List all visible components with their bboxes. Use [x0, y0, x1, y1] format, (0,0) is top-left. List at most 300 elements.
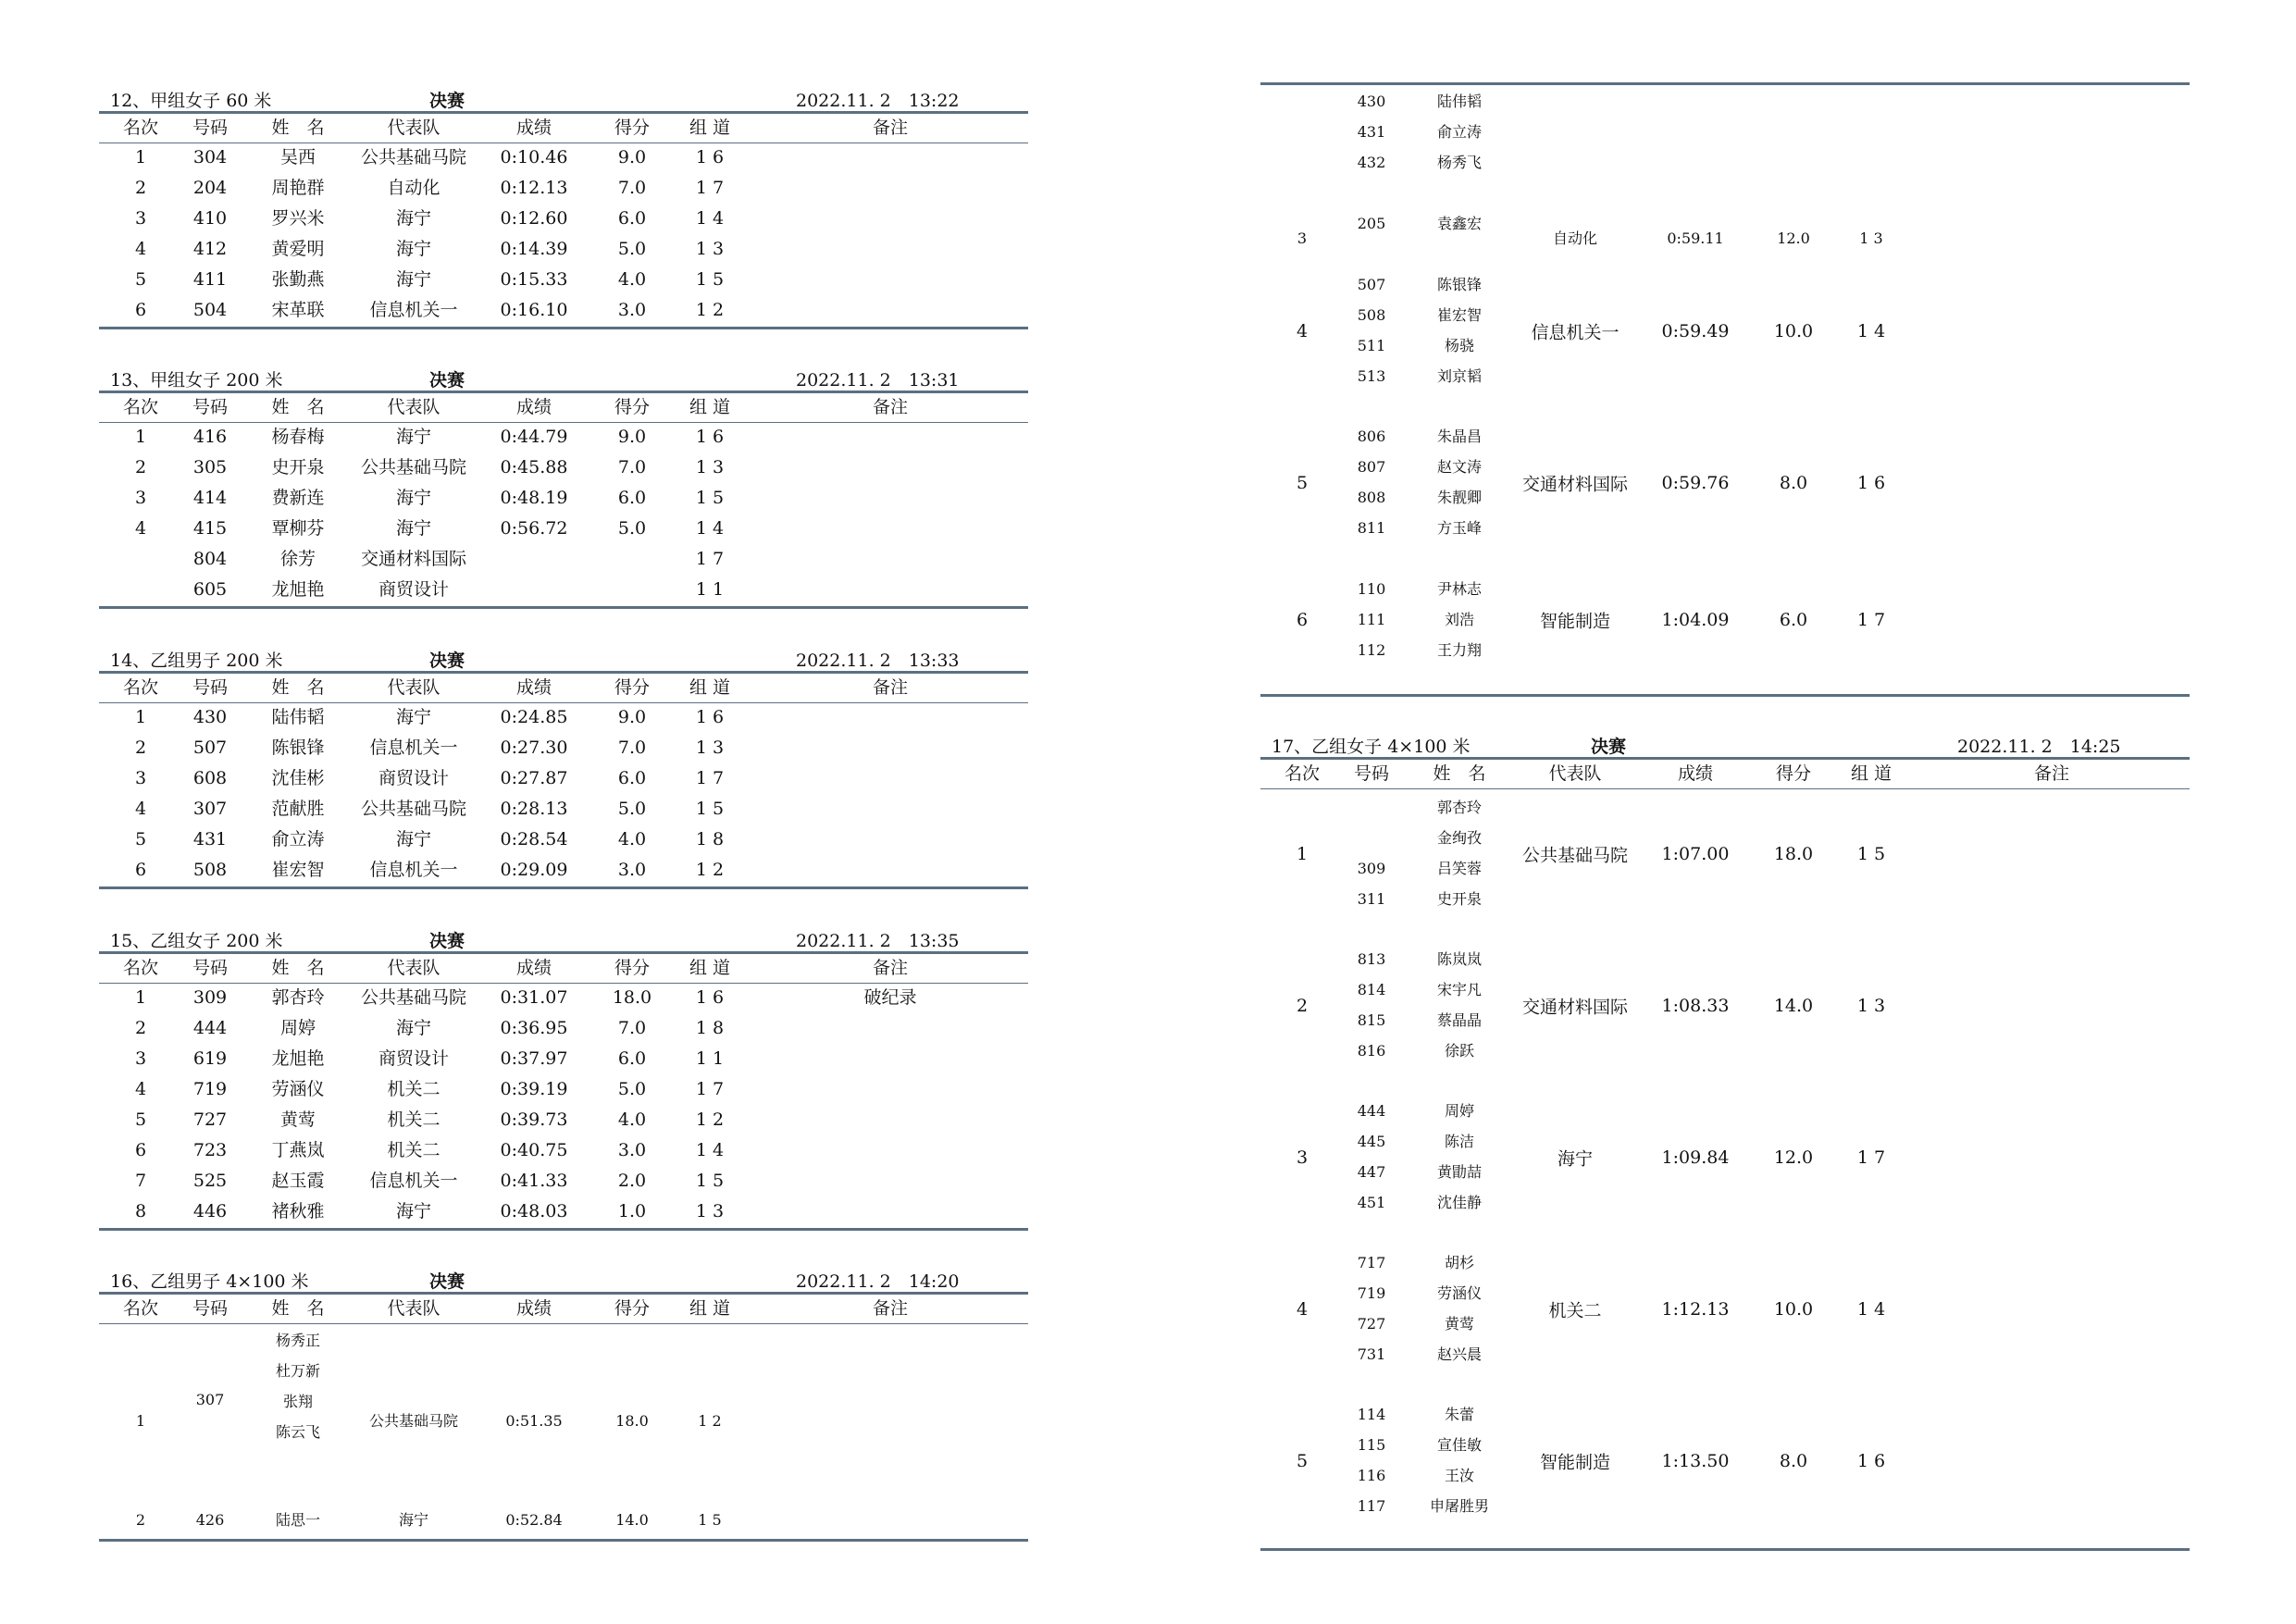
athlete-name: 龙旭艳: [271, 579, 325, 600]
bib-number: 114: [1357, 1406, 1386, 1423]
bib-number: 411: [192, 269, 228, 290]
section-datetime: 2022.11. 2 13:31: [796, 370, 960, 391]
bib-number: 116: [1357, 1467, 1386, 1484]
table-row: [99, 514, 1028, 545]
athlete-name: 劳涵仪: [271, 1079, 325, 1099]
points: 9.0: [617, 427, 647, 447]
bib-number: 511: [1357, 337, 1386, 354]
bib-number: 811: [1357, 519, 1386, 537]
athlete-name: 陆伟韬: [271, 707, 325, 727]
rank: 5: [1296, 472, 1309, 493]
rank: 1: [135, 1411, 146, 1430]
athlete-name: 宋宇凡: [1436, 981, 1483, 998]
rank: 6: [134, 860, 147, 880]
athlete-name: 崔宏智: [1436, 306, 1483, 324]
table-row: [99, 703, 1028, 734]
points: 12.0: [1773, 1147, 1814, 1168]
table-row: [99, 235, 1028, 266]
bib-number: 204: [192, 178, 228, 198]
bib-number: 719: [1357, 1284, 1386, 1302]
rank: 2: [134, 178, 147, 198]
athlete-name: 刘京韬: [1436, 367, 1483, 385]
result-section: [99, 925, 1028, 1231]
group-lane: 1 8: [695, 829, 725, 849]
rank: 5: [134, 269, 147, 290]
group-lane: 1 3: [1859, 229, 1883, 247]
points: 7.0: [617, 738, 647, 758]
result: 1:12.13: [1661, 1298, 1730, 1320]
group-lane: 1 5: [1856, 843, 1886, 864]
team: 交通材料国际: [1521, 997, 1629, 1017]
bib-number: 816: [1357, 1042, 1386, 1060]
bib-number: 416: [192, 427, 228, 447]
group-lane: 1 3: [695, 1201, 725, 1221]
result: 0:59.76: [1661, 472, 1730, 493]
bib-number: 415: [192, 518, 228, 539]
rank: 6: [134, 1140, 147, 1160]
group-lane: 1 6: [695, 147, 725, 167]
athlete-name: 杨秀正: [275, 1332, 321, 1349]
table-row: [99, 856, 1028, 886]
points: 7.0: [617, 457, 647, 477]
bib-number: 508: [1357, 306, 1386, 324]
athlete-name: 郭杏玲: [271, 987, 325, 1008]
team: 海宁: [395, 829, 432, 849]
points: 3.0: [617, 1140, 647, 1160]
column-header-points: 得分: [614, 958, 651, 978]
relay-team: [1260, 1097, 2190, 1219]
bib-number: 719: [192, 1079, 228, 1099]
rank: 4: [134, 518, 147, 539]
athlete-name: 周婷: [1444, 1102, 1475, 1120]
rank: 4: [134, 239, 147, 259]
result: 0:31.07: [500, 987, 568, 1008]
rank: 2: [135, 1511, 146, 1529]
team: 商贸设计: [378, 768, 450, 788]
table-row: [99, 576, 1028, 606]
section-bottom-rule: [99, 606, 1028, 609]
athlete-name: 罗兴米: [271, 208, 325, 229]
athlete-name: 周艳群: [271, 178, 325, 198]
athlete-name: 黄爱明: [271, 239, 325, 259]
result: 0:52.84: [505, 1511, 563, 1529]
column-header-team: 代表队: [387, 397, 441, 417]
team: 信息机关一: [369, 300, 458, 320]
bib-number: 307: [192, 799, 228, 819]
rank: 3: [1297, 229, 1308, 247]
bib-number: 414: [192, 488, 228, 508]
group-lane: 1 2: [695, 300, 725, 320]
points: 4.0: [617, 269, 647, 290]
team: 机关二: [387, 1140, 441, 1160]
column-header-number: 号码: [192, 677, 229, 698]
table-row: [99, 266, 1028, 296]
group-lane: 1 4: [695, 1140, 725, 1160]
column-header-row: [1260, 757, 2190, 789]
result: 0:12.60: [500, 208, 568, 229]
team: 交通材料国际: [360, 549, 467, 569]
column-header-row: [99, 1292, 1028, 1324]
relay-team: [1260, 793, 2190, 915]
column-header-result: 成绩: [515, 1298, 552, 1319]
column-header-rank: 名次: [122, 677, 159, 698]
rank: 1: [1296, 843, 1309, 864]
team: 交通材料国际: [1521, 474, 1629, 494]
result: 0:37.97: [500, 1048, 568, 1069]
points: 18.0: [612, 987, 652, 1008]
section-header: [99, 645, 1028, 671]
column-header-team: 代表队: [387, 677, 441, 698]
relay-body: [99, 1324, 1028, 1539]
points: 6.0: [617, 1048, 647, 1069]
group-lane: 1 3: [695, 457, 725, 477]
column-header-points: 得分: [1775, 763, 1812, 784]
bib-number: 309: [192, 987, 228, 1008]
rank: 6: [1296, 610, 1309, 630]
bib-number: 410: [192, 208, 228, 229]
table-row: [99, 143, 1028, 174]
bib-number: 814: [1357, 981, 1386, 998]
group-lane: 1 7: [695, 1079, 725, 1099]
athlete-name: 杨秀飞: [1436, 154, 1483, 171]
result: 0:39.19: [500, 1079, 568, 1099]
points: 6.0: [617, 768, 647, 788]
athlete-name: 宋革联: [271, 300, 325, 320]
column-header-result: 成绩: [515, 397, 552, 417]
table-row: [99, 984, 1028, 1014]
group-lane: 1 7: [695, 768, 725, 788]
column-header-group-lane: 组 道: [689, 397, 731, 417]
points: 9.0: [617, 147, 647, 167]
column-header-number: 号码: [1353, 763, 1390, 784]
team: 公共基础马院: [368, 1411, 459, 1430]
bib-number: 431: [1357, 123, 1386, 141]
athlete-name: 金绚孜: [1436, 829, 1483, 847]
team: 自动化: [387, 178, 441, 198]
athlete-name: 黄莺: [279, 1110, 316, 1130]
athlete-name: 沈佳彬: [271, 768, 325, 788]
column-header-row: [99, 111, 1028, 143]
athlete-name: 朱靓卿: [1436, 489, 1483, 506]
group-lane: 1 5: [695, 269, 725, 290]
bib-number: 727: [1357, 1315, 1386, 1333]
rank: 4: [134, 799, 147, 819]
athlete-name: 张翔: [282, 1393, 314, 1410]
bib-number: 807: [1357, 458, 1386, 476]
section-datetime: 2022.11. 2 14:20: [796, 1271, 960, 1292]
points: 10.0: [1773, 320, 1814, 341]
athlete-name: 朱晶昌: [1436, 428, 1483, 445]
result: 0:51.35: [505, 1411, 563, 1430]
table-row: [99, 764, 1028, 795]
athlete-name: 沈佳静: [1436, 1194, 1483, 1211]
athlete-name: 褚秋雅: [271, 1201, 325, 1221]
rank: 2: [134, 738, 147, 758]
bib-number: 723: [192, 1140, 228, 1160]
rank: 3: [134, 488, 147, 508]
bib-number: 117: [1357, 1497, 1386, 1515]
athlete-name: 俞立涛: [1436, 123, 1483, 141]
athlete-name: 陆思一: [275, 1511, 321, 1529]
bib-number: 451: [1357, 1194, 1386, 1211]
points: 3.0: [617, 860, 647, 880]
relay-team: [1260, 1248, 2190, 1370]
athlete-name: 陈银锋: [271, 738, 325, 758]
table-row: [99, 1014, 1028, 1045]
points: 5.0: [617, 799, 647, 819]
bib-number: 111: [1357, 611, 1386, 628]
athlete-name: 郭杏玲: [1436, 799, 1483, 816]
group-lane: 1 7: [1856, 1147, 1886, 1168]
result: 0:40.75: [500, 1140, 568, 1160]
column-header-row: [99, 951, 1028, 984]
section-title: 17、乙组女子 4×100 米: [1272, 737, 1471, 757]
top-rule: [1260, 82, 2190, 85]
group-lane: 1 1: [695, 579, 725, 600]
bib-number: 815: [1357, 1011, 1386, 1029]
section-title: 16、乙组男子 4×100 米: [110, 1271, 309, 1292]
group-lane: 1 3: [695, 738, 725, 758]
points: 8.0: [1779, 1450, 1808, 1471]
relay-team: [1260, 87, 2190, 179]
group-lane: 1 4: [1856, 1298, 1886, 1320]
section-stage: 决赛: [429, 1271, 465, 1292]
bib-number: 813: [1357, 950, 1386, 968]
column-header-name: 姓 名: [1433, 763, 1486, 784]
rank: 6: [134, 300, 147, 320]
section-bottom-rule: [99, 1539, 1028, 1542]
team: 海宁: [395, 208, 432, 229]
group-lane: 1 6: [1856, 1450, 1886, 1471]
column-header-rank: 名次: [1284, 763, 1321, 784]
section-header: [1260, 731, 2190, 757]
athlete-name: 方玉峰: [1436, 519, 1483, 537]
result: 0:14.39: [500, 239, 568, 259]
table-row: [99, 1197, 1028, 1228]
group-lane: 1 6: [695, 427, 725, 447]
result: 0:27.30: [500, 738, 568, 758]
points: 7.0: [617, 1018, 647, 1038]
section-title: 15、乙组女子 200 米: [110, 931, 283, 951]
team: 智能制造: [1539, 611, 1611, 632]
bib-number: 430: [192, 707, 228, 727]
rank: 1: [134, 147, 147, 167]
table-row: [99, 795, 1028, 825]
result: 0:24.85: [500, 707, 568, 727]
bib-number: 806: [1357, 428, 1386, 445]
column-header-remark: 备注: [872, 1298, 909, 1319]
team: 信息机关一: [369, 738, 458, 758]
points: 6.0: [617, 488, 647, 508]
rank: 1: [134, 987, 147, 1008]
section-bottom-rule: [99, 1228, 1028, 1231]
result: 0:56.72: [500, 518, 568, 539]
team: 公共基础马院: [360, 799, 467, 819]
result: 0:27.87: [500, 768, 568, 788]
athlete-name: 王汝: [1444, 1467, 1475, 1484]
bib-number: 445: [1357, 1133, 1386, 1150]
result: 0:59.11: [1667, 229, 1724, 247]
result-section: [99, 365, 1028, 609]
result: 0:29.09: [500, 860, 568, 880]
column-header-rank: 名次: [122, 397, 159, 417]
rank: 1: [134, 427, 147, 447]
section-bottom-rule: [1260, 1548, 2190, 1551]
rank: 3: [134, 1048, 147, 1069]
athlete-name: 陈银锋: [1436, 276, 1483, 293]
column-header-number: 号码: [192, 1298, 229, 1319]
column-header-name: 姓 名: [271, 118, 325, 138]
athlete-name: 史开泉: [271, 457, 325, 477]
result: 0:59.49: [1661, 320, 1730, 341]
athlete-name: 赵玉霞: [271, 1171, 325, 1191]
athlete-name: 刘浩: [1444, 611, 1475, 628]
bib-number: 112: [1357, 641, 1386, 659]
section-bottom-rule: [99, 886, 1028, 889]
group-lane: 1 7: [695, 178, 725, 198]
bib-number: 504: [192, 300, 228, 320]
athlete-name: 史开泉: [1436, 890, 1483, 908]
athlete-name: 王力翔: [1436, 641, 1483, 659]
table-row: [99, 1045, 1028, 1075]
athlete-name: 杨春梅: [271, 427, 325, 447]
team: 海宁: [395, 518, 432, 539]
group-lane: 1 6: [695, 707, 725, 727]
group-lane: 1 5: [695, 799, 725, 819]
rank: 8: [134, 1201, 147, 1221]
section-datetime: 2022.11. 2 14:25: [1957, 737, 2121, 757]
athlete-name: 覃柳芬: [271, 518, 325, 539]
column-header-team: 代表队: [387, 1298, 441, 1319]
points: 14.0: [1773, 995, 1814, 1016]
points: 18.0: [615, 1411, 649, 1430]
rank: 2: [134, 1018, 147, 1038]
relay-team: [1260, 1400, 2190, 1522]
column-header-remark: 备注: [2033, 763, 2070, 784]
athlete-name: 吕笑蓉: [1436, 860, 1483, 877]
bib-number: 717: [1357, 1254, 1386, 1271]
column-header-points: 得分: [614, 118, 651, 138]
athlete-name: 赵兴晨: [1436, 1345, 1483, 1363]
column-header-group-lane: 组 道: [689, 958, 731, 978]
remark: 破纪录: [863, 987, 917, 1008]
column-header-group-lane: 组 道: [689, 1298, 731, 1319]
athlete-name: 周婷: [279, 1018, 316, 1038]
result: 1:08.33: [1661, 995, 1730, 1016]
column-header-number: 号码: [192, 958, 229, 978]
result: 1:09.84: [1661, 1147, 1730, 1168]
result: 0:10.46: [500, 147, 568, 167]
section-stage: 决赛: [429, 370, 465, 391]
column-header-rank: 名次: [122, 1298, 159, 1319]
table-row: [99, 545, 1028, 576]
column-header-result: 成绩: [515, 958, 552, 978]
section-bottom-rule: [1260, 694, 2190, 697]
section-header: [99, 365, 1028, 391]
section-header: [99, 1266, 1028, 1292]
result: 0:45.88: [500, 457, 568, 477]
result: 0:48.03: [500, 1201, 568, 1221]
result: 0:41.33: [500, 1171, 568, 1191]
bib-number: 605: [192, 579, 228, 600]
rank: 3: [134, 208, 147, 229]
team: 信息机关一: [369, 860, 458, 880]
result: 0:16.10: [500, 300, 568, 320]
athlete-name: 吴西: [279, 147, 316, 167]
group-lane: 1 6: [1856, 472, 1886, 493]
column-header-team: 代表队: [387, 118, 441, 138]
team: 公共基础马院: [360, 987, 467, 1008]
section-header: [99, 925, 1028, 951]
rank: 5: [1296, 1450, 1309, 1471]
group-lane: 1 8: [695, 1018, 725, 1038]
group-lane: 1 2: [698, 1411, 722, 1430]
bib-number: 508: [192, 860, 228, 880]
table-row: [99, 453, 1028, 484]
team: 海宁: [395, 239, 432, 259]
column-header-group-lane: 组 道: [689, 677, 731, 698]
rank: 5: [134, 829, 147, 849]
team: 信息机关一: [369, 1171, 458, 1191]
bib-number: 309: [1357, 860, 1386, 877]
bib-number: 110: [1357, 580, 1386, 598]
athlete-name: 陈洁: [1444, 1133, 1475, 1150]
table-row: [99, 1106, 1028, 1136]
column-header-name: 姓 名: [271, 1298, 325, 1319]
result: 1:13.50: [1661, 1450, 1730, 1471]
rank: 7: [134, 1171, 147, 1191]
bib-number: 447: [1357, 1163, 1386, 1181]
athlete-name: 杨骁: [1444, 337, 1475, 354]
bib-number: 311: [1357, 890, 1386, 908]
bib-number: 431: [192, 829, 228, 849]
team: 海宁: [395, 1018, 432, 1038]
rank: 2: [1296, 995, 1309, 1016]
table-row: [99, 423, 1028, 453]
column-header-number: 号码: [192, 397, 229, 417]
bib-number: 608: [192, 768, 228, 788]
bib-number: 619: [192, 1048, 228, 1069]
team: 自动化: [1552, 229, 1598, 247]
bib-number: 307: [195, 1391, 225, 1408]
rank: 4: [134, 1079, 147, 1099]
group-lane: 1 5: [698, 1511, 722, 1529]
athlete-name: 尹林志: [1436, 580, 1483, 598]
table-row: [99, 825, 1028, 856]
result: 0:39.73: [500, 1110, 568, 1130]
bib-number: 727: [192, 1110, 228, 1130]
athlete-name: 徐芳: [279, 549, 316, 569]
rank: 3: [1296, 1147, 1309, 1168]
team: 海宁: [395, 1201, 432, 1221]
relay-team: [1260, 209, 2190, 270]
rank: 4: [1296, 320, 1309, 341]
relay-section: [99, 1266, 1028, 1542]
section-stage: 决赛: [1591, 737, 1627, 757]
result: 0:15.33: [500, 269, 568, 290]
section-datetime: 2022.11. 2 13:33: [796, 651, 960, 671]
column-header-row: [99, 671, 1028, 703]
athlete-name: 丁燕岚: [271, 1140, 325, 1160]
column-header-remark: 备注: [872, 118, 909, 138]
bib-number: 507: [192, 738, 228, 758]
result: 0:36.95: [500, 1018, 568, 1038]
relay-team: [1260, 270, 2190, 392]
team: 海宁: [395, 707, 432, 727]
points: 12.0: [1777, 229, 1810, 247]
athlete-name: 张勤燕: [271, 269, 325, 290]
athlete-name: 宣佳敏: [1436, 1436, 1483, 1454]
